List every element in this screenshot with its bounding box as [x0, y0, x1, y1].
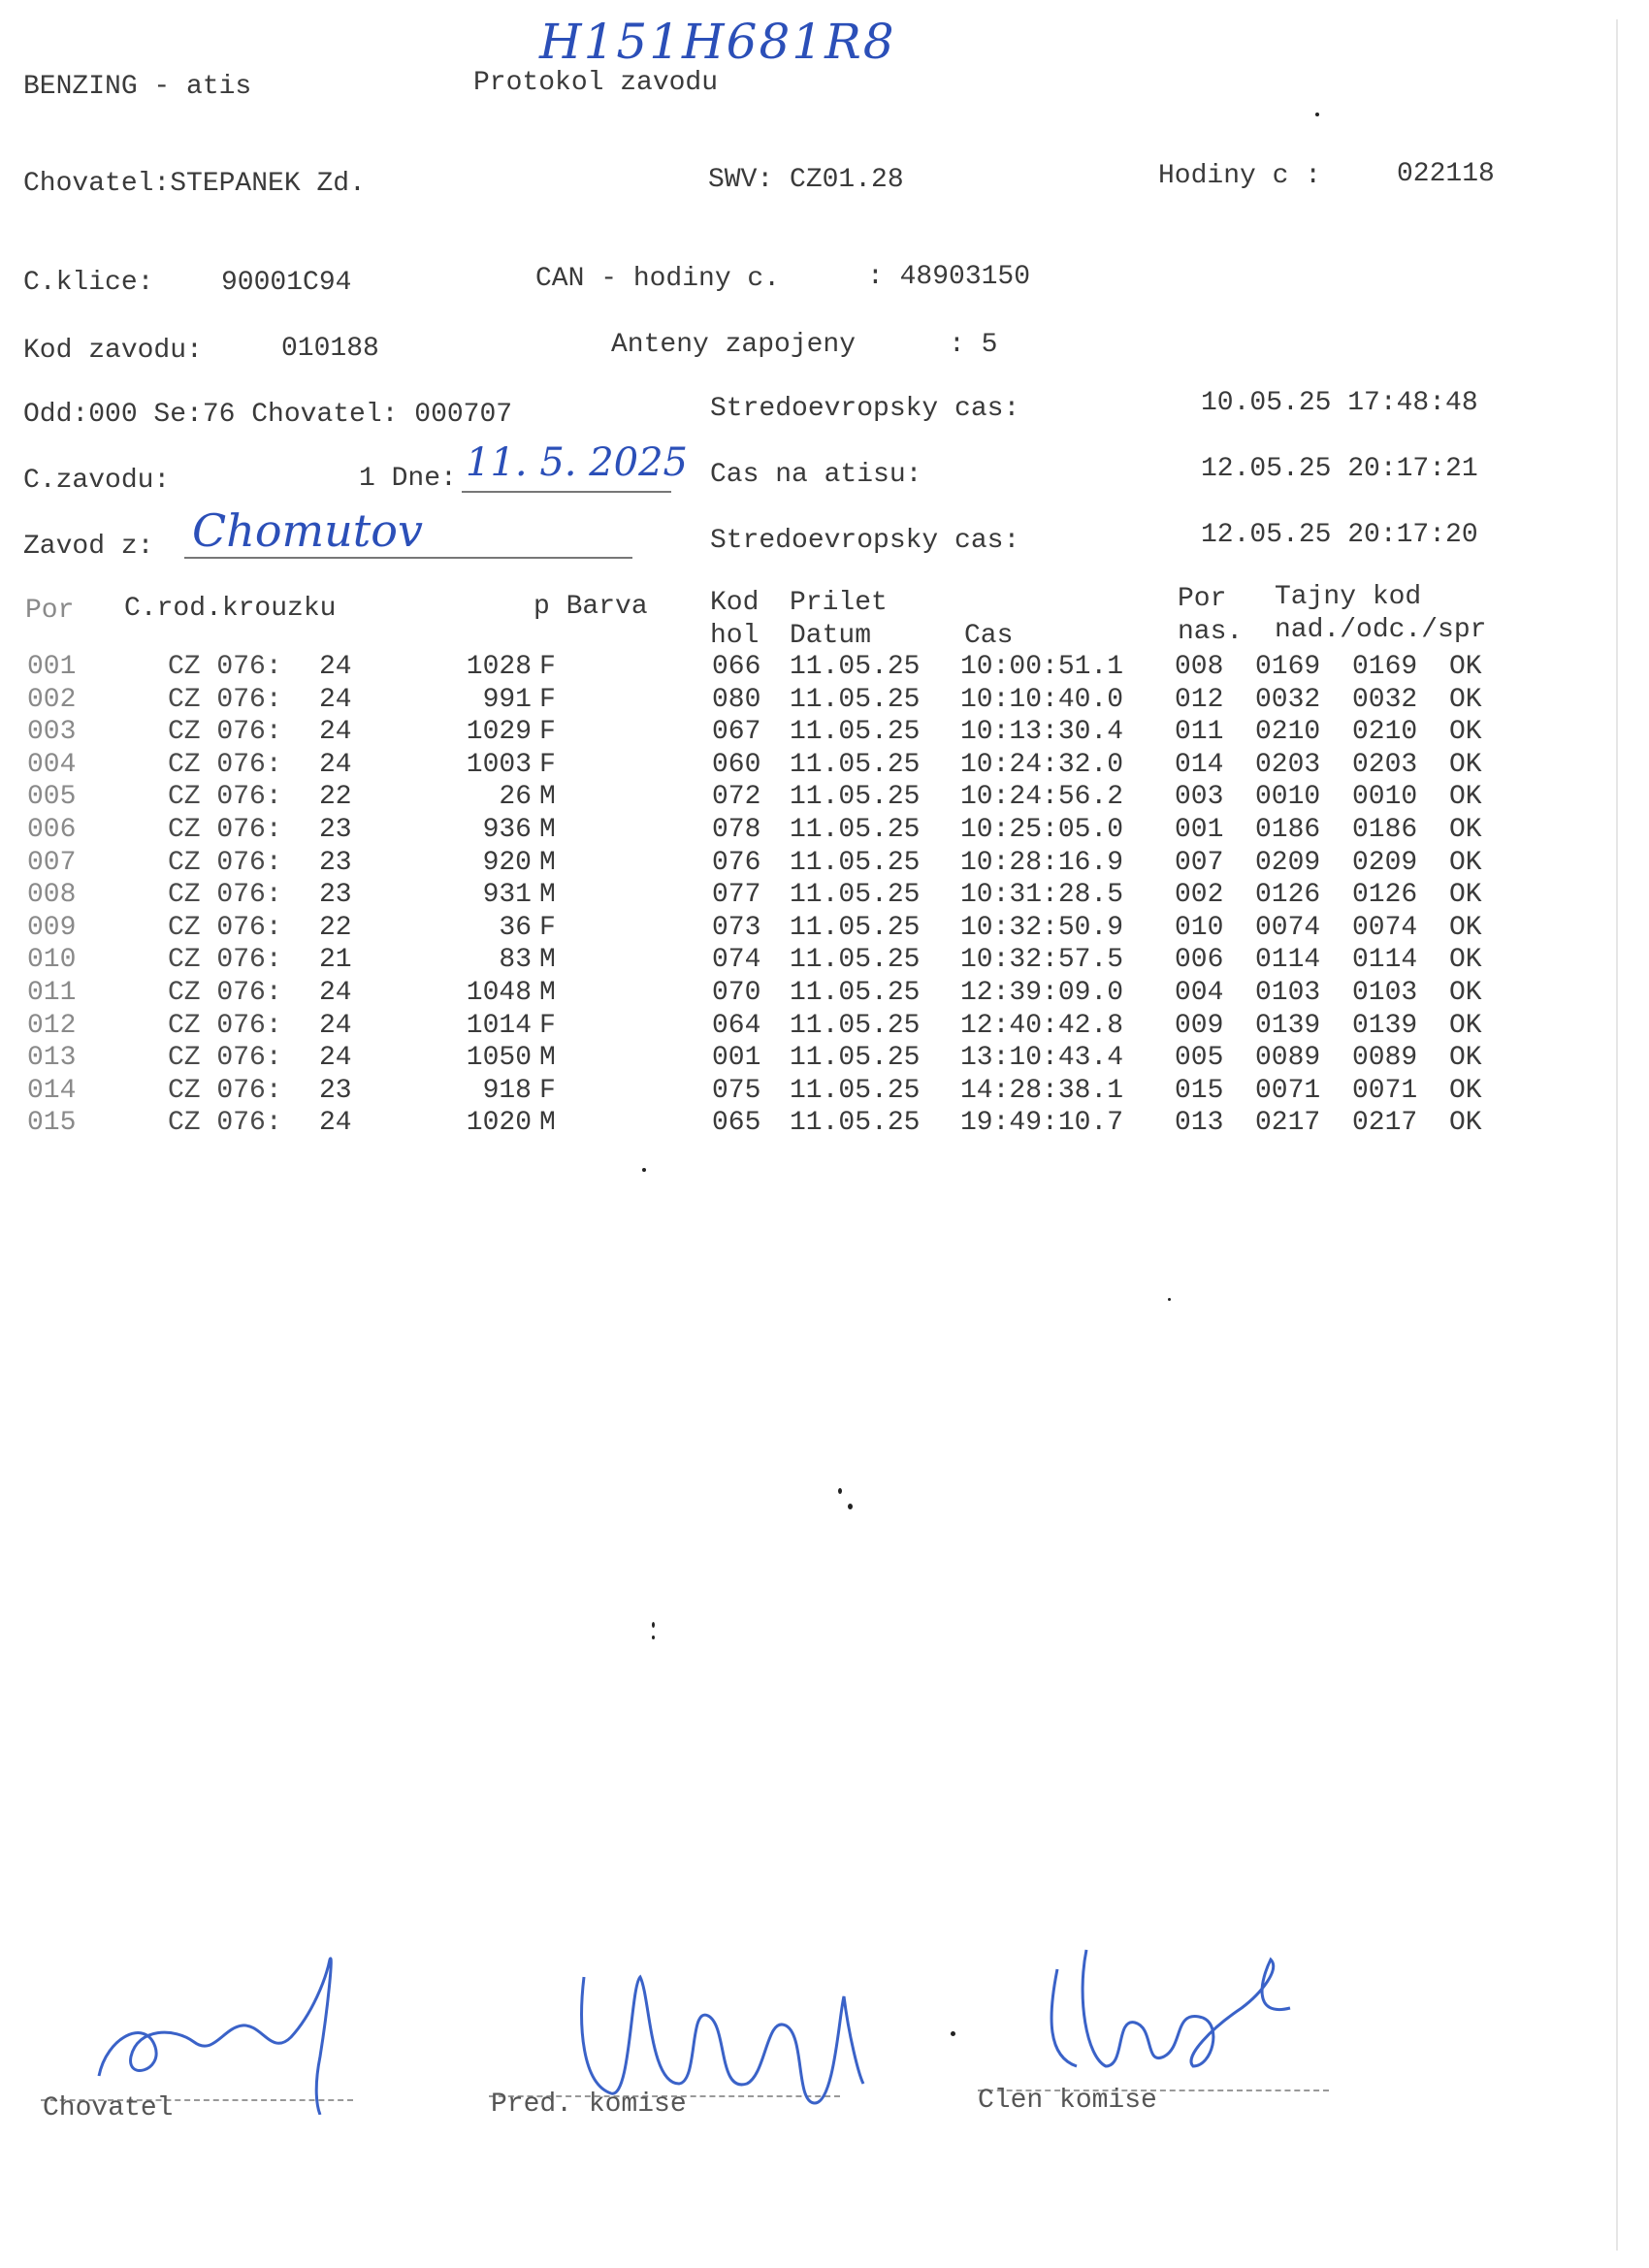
antenna-code: 065 [712, 1108, 761, 1139]
secret-code-read: 0169 [1352, 652, 1418, 682]
ring-year: 23 [319, 847, 352, 878]
check-status: OK [1449, 977, 1482, 1008]
antenna-code: 080 [712, 684, 761, 715]
check-status: OK [1449, 749, 1482, 780]
check-status: OK [1449, 652, 1482, 682]
ring-year: 24 [319, 717, 352, 748]
race-code-label: Kod zavodu: [23, 336, 203, 366]
col-sex-color: p Barva [534, 592, 648, 622]
secret-code-set: 0089 [1255, 1043, 1321, 1074]
secret-code-read: 0010 [1352, 782, 1418, 813]
pigeon-sex: F [539, 749, 556, 780]
row-position: 015 [27, 1108, 77, 1139]
row-position: 004 [27, 749, 77, 780]
antenna-code: 073 [712, 912, 761, 943]
col-nad-odc-spr: nad./odc./spr [1275, 615, 1487, 645]
arrival-time: 10:10:40.0 [960, 684, 1124, 715]
arrival-time: 10:24:56.2 [960, 782, 1124, 813]
pigeon-sex: F [539, 717, 556, 748]
atis-time-value: 12.05.25 20:17:21 [1201, 454, 1478, 484]
secret-code-read: 0209 [1352, 847, 1418, 878]
antenna-code: 064 [712, 1010, 761, 1041]
arrival-time: 10:32:57.5 [960, 945, 1124, 976]
ring-number: 36 [499, 912, 532, 943]
breeder-signature [87, 1950, 369, 2115]
antenna-code: 066 [712, 652, 761, 682]
can-label: CAN - hodiny c. [535, 264, 781, 294]
table-row [27, 913, 1540, 946]
ring-number: 931 [482, 880, 532, 911]
ring-country: CZ 076: [168, 814, 282, 845]
ring-year: 23 [319, 814, 352, 845]
pigeon-sex: F [539, 1075, 556, 1106]
ring-year: 24 [319, 684, 352, 715]
table-row [27, 945, 1540, 978]
cet-label-2: Stredoevropsky cas: [710, 526, 1020, 556]
check-status: OK [1449, 912, 1482, 943]
arrival-date: 11.05.25 [790, 1075, 921, 1106]
ring-number: 918 [482, 1075, 532, 1106]
arrival-order: 004 [1175, 977, 1224, 1008]
col-ring: C.rod.krouzku [124, 594, 337, 624]
arrival-order: 007 [1175, 847, 1224, 878]
arrival-date: 11.05.25 [790, 1108, 921, 1139]
pigeon-sex: M [539, 977, 556, 1008]
col-por: Por [25, 596, 75, 626]
table-row [27, 750, 1540, 783]
ring-country: CZ 076: [168, 749, 282, 780]
secret-code-read: 0071 [1352, 1075, 1418, 1106]
antenna-code: 067 [712, 717, 761, 748]
check-status: OK [1449, 782, 1482, 813]
secret-code-set: 0203 [1255, 749, 1321, 780]
arrival-time: 10:32:50.9 [960, 912, 1124, 943]
ring-number: 1014 [466, 1010, 532, 1041]
arrival-order: 015 [1175, 1075, 1224, 1106]
arrival-order: 012 [1175, 684, 1224, 715]
race-code-value: 010188 [281, 334, 379, 364]
check-status: OK [1449, 717, 1482, 748]
row-position: 007 [27, 847, 77, 878]
arrival-order: 006 [1175, 945, 1224, 976]
check-status: OK [1449, 684, 1482, 715]
division-line: Odd:000 Se:76 Chovatel: 000707 [23, 400, 513, 430]
table-row [27, 652, 1540, 685]
col-prilet: Prilet [790, 588, 888, 618]
col-nas: nas. [1178, 617, 1244, 647]
ring-number: 1020 [466, 1108, 532, 1139]
check-status: OK [1449, 1075, 1482, 1106]
ring-year: 24 [319, 1010, 352, 1041]
arrival-order: 001 [1175, 814, 1224, 845]
row-position: 003 [27, 717, 77, 748]
arrival-time: 13:10:43.4 [960, 1043, 1124, 1074]
antenna-code: 001 [712, 1043, 761, 1074]
ring-year: 23 [319, 1075, 352, 1106]
check-status: OK [1449, 880, 1482, 911]
row-position: 006 [27, 814, 77, 845]
arrival-date: 11.05.25 [790, 652, 921, 682]
date-underline [462, 491, 671, 493]
ring-year: 24 [319, 652, 352, 682]
antennas-label: Anteny zapojeny [611, 330, 857, 360]
antennas-value: : 5 [949, 330, 998, 360]
arrival-date: 11.05.25 [790, 1010, 921, 1041]
secret-code-read: 0114 [1352, 945, 1418, 976]
arrival-date: 11.05.25 [790, 977, 921, 1008]
ring-country: CZ 076: [168, 880, 282, 911]
secret-code-read: 0186 [1352, 814, 1418, 845]
table-row [27, 685, 1540, 718]
race-from-label: Zavod z: [23, 532, 154, 562]
pigeon-sex: M [539, 782, 556, 813]
secret-code-read: 0089 [1352, 1043, 1418, 1074]
handwritten-race-date: 11. 5. 2025 [466, 440, 689, 485]
ring-number: 920 [482, 847, 532, 878]
arrival-time: 10:31:28.5 [960, 880, 1124, 911]
system-name: BENZING - atis [23, 72, 252, 102]
pigeon-sex: F [539, 912, 556, 943]
ring-country: CZ 076: [168, 1010, 282, 1041]
ring-country: CZ 076: [168, 1075, 282, 1106]
ring-country: CZ 076: [168, 912, 282, 943]
arrival-order: 011 [1175, 717, 1224, 748]
atis-time-label: Cas na atisu: [710, 460, 922, 490]
check-status: OK [1449, 945, 1482, 976]
document-title: Protokol zavodu [473, 68, 719, 98]
arrival-order: 003 [1175, 782, 1224, 813]
secret-code-set: 0010 [1255, 782, 1321, 813]
antenna-code: 072 [712, 782, 761, 813]
breeder-signature-label: Chovatel [43, 2093, 174, 2123]
arrival-order: 002 [1175, 880, 1224, 911]
ring-country: CZ 076: [168, 717, 282, 748]
secret-code-set: 0186 [1255, 814, 1321, 845]
secret-code-read: 0203 [1352, 749, 1418, 780]
arrival-date: 11.05.25 [790, 880, 921, 911]
ring-country: CZ 076: [168, 1108, 282, 1139]
arrival-time: 12:40:42.8 [960, 1010, 1124, 1041]
table-row [27, 1011, 1540, 1044]
table-row [27, 880, 1540, 913]
arrival-order: 009 [1175, 1010, 1224, 1041]
row-position: 012 [27, 1010, 77, 1041]
arrival-date: 11.05.25 [790, 749, 921, 780]
arrival-date: 11.05.25 [790, 717, 921, 748]
pigeon-sex: F [539, 1010, 556, 1041]
pigeon-sex: M [539, 945, 556, 976]
row-position: 013 [27, 1043, 77, 1074]
ring-country: CZ 076: [168, 847, 282, 878]
ring-number: 83 [499, 945, 532, 976]
secret-code-read: 0032 [1352, 684, 1418, 715]
arrival-date: 11.05.25 [790, 847, 921, 878]
cet-value-2: 12.05.25 20:17:20 [1201, 520, 1478, 550]
antenna-code: 077 [712, 880, 761, 911]
ring-country: CZ 076: [168, 652, 282, 682]
member-signature [1018, 1940, 1300, 2105]
ring-number: 1003 [466, 749, 532, 780]
scan-speck [838, 1488, 842, 1494]
secret-code-read: 0139 [1352, 1010, 1418, 1041]
secret-code-set: 0032 [1255, 684, 1321, 715]
secret-code-set: 0169 [1255, 652, 1321, 682]
software-version: SWV: CZ01.28 [708, 165, 904, 195]
row-position: 005 [27, 782, 77, 813]
pigeon-sex: F [539, 684, 556, 715]
check-status: OK [1449, 1043, 1482, 1074]
scan-speck [652, 1636, 655, 1639]
arrival-date: 11.05.25 [790, 814, 921, 845]
ring-year: 22 [319, 782, 352, 813]
arrival-date: 11.05.25 [790, 1043, 921, 1074]
scan-edge [1616, 19, 1618, 2251]
ring-year: 24 [319, 1108, 352, 1139]
check-status: OK [1449, 814, 1482, 845]
arrival-time: 19:49:10.7 [960, 1108, 1124, 1139]
pigeon-sex: M [539, 880, 556, 911]
ring-country: CZ 076: [168, 684, 282, 715]
col-hol: hol [710, 621, 760, 651]
antenna-code: 078 [712, 814, 761, 845]
table-row [27, 1043, 1540, 1076]
row-position: 014 [27, 1075, 77, 1106]
arrival-date: 11.05.25 [790, 912, 921, 943]
secret-code-set: 0210 [1255, 717, 1321, 748]
ring-number: 1050 [466, 1043, 532, 1074]
scan-speck [652, 1622, 655, 1628]
check-status: OK [1449, 847, 1482, 878]
arrival-order: 013 [1175, 1108, 1224, 1139]
key-label: C.klice: [23, 268, 154, 298]
ring-number: 1048 [466, 977, 532, 1008]
col-datum: Datum [790, 621, 872, 651]
row-position: 002 [27, 684, 77, 715]
secret-code-read: 0210 [1352, 717, 1418, 748]
secret-code-set: 0126 [1255, 880, 1321, 911]
breeder-name: Chovatel:STEPANEK Zd. [23, 169, 366, 199]
scan-speck [951, 2031, 955, 2036]
secret-code-set: 0209 [1255, 847, 1321, 878]
arrival-date: 11.05.25 [790, 782, 921, 813]
table-row [27, 782, 1540, 815]
arrival-time: 10:24:32.0 [960, 749, 1124, 780]
table-row [27, 1076, 1540, 1109]
arrival-time: 10:25:05.0 [960, 814, 1124, 845]
table-row [27, 1108, 1540, 1141]
ring-country: CZ 076: [168, 945, 282, 976]
cet-label-1: Stredoevropsky cas: [710, 394, 1020, 424]
chairman-signature-label: Pred. komise [491, 2090, 687, 2120]
col-por-nas: Por [1178, 584, 1227, 614]
handwritten-race-location: Chomutov [192, 504, 423, 557]
col-secret-code: Tajny kod [1275, 582, 1422, 612]
arrival-date: 11.05.25 [790, 684, 921, 715]
secret-code-read: 0103 [1352, 977, 1418, 1008]
arrival-time: 10:00:51.1 [960, 652, 1124, 682]
pigeon-sex: M [539, 847, 556, 878]
ring-country: CZ 076: [168, 782, 282, 813]
row-position: 011 [27, 977, 77, 1008]
secret-code-set: 0114 [1255, 945, 1321, 976]
ring-country: CZ 076: [168, 977, 282, 1008]
pigeon-sex: M [539, 1043, 556, 1074]
check-status: OK [1449, 1108, 1482, 1139]
arrival-order: 014 [1175, 749, 1224, 780]
check-status: OK [1449, 1010, 1482, 1041]
scan-speck [848, 1504, 853, 1509]
row-position: 009 [27, 912, 77, 943]
row-position: 010 [27, 945, 77, 976]
ring-year: 23 [319, 880, 352, 911]
race-number-label: C.zavodu: [23, 466, 171, 496]
table-row [27, 815, 1540, 848]
ring-year: 24 [319, 749, 352, 780]
secret-code-set: 0103 [1255, 977, 1321, 1008]
antenna-code: 074 [712, 945, 761, 976]
ring-year: 22 [319, 912, 352, 943]
table-row [27, 717, 1540, 750]
antenna-code: 070 [712, 977, 761, 1008]
antenna-code: 075 [712, 1075, 761, 1106]
row-position: 001 [27, 652, 77, 682]
ring-year: 24 [319, 977, 352, 1008]
secret-code-set: 0217 [1255, 1108, 1321, 1139]
clock-number: 022118 [1397, 159, 1495, 189]
ring-year: 21 [319, 945, 352, 976]
arrival-table [27, 652, 1540, 1141]
handwritten-race-code: H151H681R8 [539, 14, 896, 70]
pigeon-sex: M [539, 1108, 556, 1139]
ring-number: 1028 [466, 652, 532, 682]
arrival-time: 10:13:30.4 [960, 717, 1124, 748]
ring-number: 1029 [466, 717, 532, 748]
arrival-date: 11.05.25 [790, 945, 921, 976]
race-number-value: 1 Dne: [359, 464, 457, 494]
arrival-time: 10:28:16.9 [960, 847, 1124, 878]
secret-code-set: 0139 [1255, 1010, 1321, 1041]
secret-code-set: 0074 [1255, 912, 1321, 943]
table-row [27, 978, 1540, 1011]
secret-code-read: 0126 [1352, 880, 1418, 911]
ring-number: 936 [482, 814, 532, 845]
arrival-time: 14:28:38.1 [960, 1075, 1124, 1106]
ring-number: 26 [499, 782, 532, 813]
scan-speck [1168, 1298, 1171, 1301]
secret-code-read: 0074 [1352, 912, 1418, 943]
row-position: 008 [27, 880, 77, 911]
col-kod: Kod [710, 588, 760, 618]
arrival-order: 010 [1175, 912, 1224, 943]
clock-label: Hodiny c : [1158, 161, 1322, 191]
antenna-code: 076 [712, 847, 761, 878]
arrival-order: 005 [1175, 1043, 1224, 1074]
arrival-order: 008 [1175, 652, 1224, 682]
pigeon-sex: M [539, 814, 556, 845]
col-cas: Cas [964, 621, 1014, 651]
member-signature-label: Clen komise [978, 2086, 1157, 2116]
ring-number: 991 [482, 684, 532, 715]
can-value: : 48903150 [867, 262, 1031, 292]
location-underline [184, 557, 632, 559]
cet-value-1: 10.05.25 17:48:48 [1201, 388, 1478, 418]
key-value: 90001C94 [221, 268, 352, 298]
ring-year: 24 [319, 1043, 352, 1074]
scan-speck [642, 1168, 646, 1172]
antenna-code: 060 [712, 749, 761, 780]
table-row [27, 848, 1540, 881]
secret-code-read: 0217 [1352, 1108, 1418, 1139]
scan-speck [1315, 113, 1319, 116]
pigeon-sex: F [539, 652, 556, 682]
arrival-time: 12:39:09.0 [960, 977, 1124, 1008]
ring-country: CZ 076: [168, 1043, 282, 1074]
secret-code-set: 0071 [1255, 1075, 1321, 1106]
